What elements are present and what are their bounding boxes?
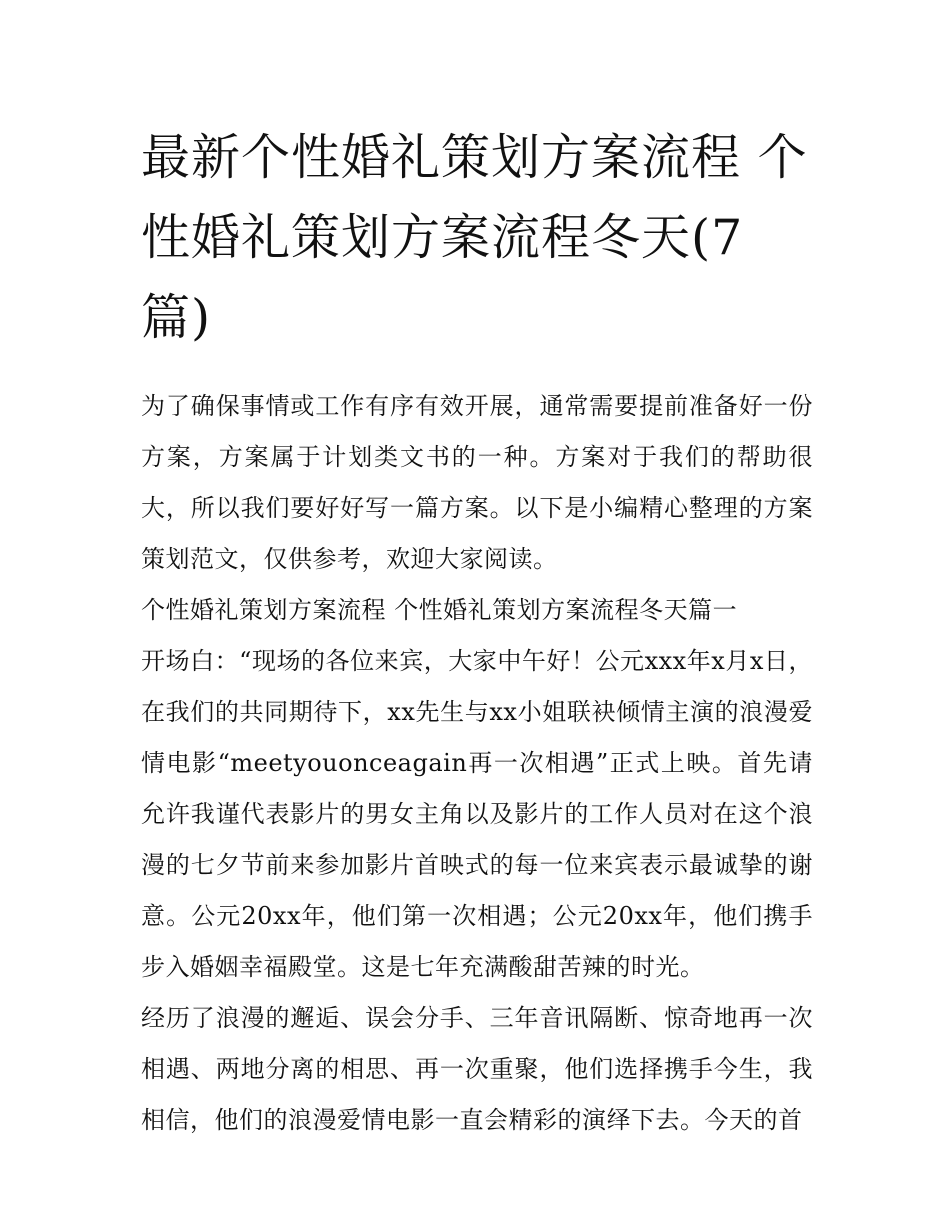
opening-remarks-paragraph: 开场白：“现场的各位来宾，大家中午好！公元xxx年x月x日，在我们的共同期待下，xx先生与xx小姐联袂倾情主演的浪漫爱情电影“meetyouonceagain再一次相遇”正式上映。首先请允许我谨代表影片的男女主角以及影片的工作人员对在这个浪漫的七夕节前来参加影片首映式的每一位来宾表示最诚挚的谢意。公元20xx年，他们第一次相遇；公元20xx年，他们携手步入婚姻幸福殿堂。这是七年充满酸甜苦辣的时光。	[141, 647, 813, 981]
document-title: 最新个性婚礼策划方案流程 个性婚礼策划方案流程冬天(7篇)	[141, 129, 808, 346]
document-page	[141, 118, 813, 1146]
intro-paragraph: 为了确保事情或工作有序有效开展，通常需要提前准备好一份方案，方案属于计划类文书的一种。方案对于我们的帮助很大，所以我们要好好写一篇方案。以下是小编精心整理的方案策划范文，仅供参考，欢迎大家阅读。	[141, 392, 813, 573]
story-paragraph: 经历了浪漫的邂逅、误会分手、三年音讯隔断、惊奇地再一次相遇、两地分离的相思、再一次重聚，他们选择携手今生，我相信，他们的浪漫爱情电影一直会精彩的演绎下去。今天的首	[141, 1004, 813, 1134]
section-heading: 个性婚礼策划方案流程 个性婚礼策划方案流程冬天篇一	[141, 596, 738, 624]
document-body	[141, 381, 813, 1146]
